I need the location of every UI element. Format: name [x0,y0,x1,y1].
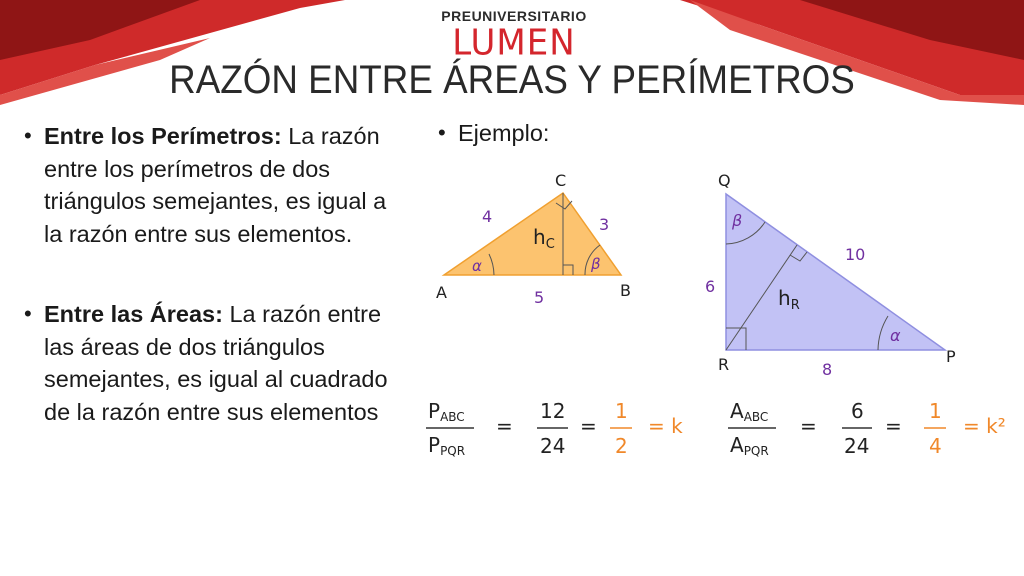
perimeter-frac-num: 12 [540,399,566,423]
height-c-letter: h [533,225,546,249]
angle-p-label: α [890,326,901,345]
area-result: = k² [963,414,1006,438]
side-ab-label: 5 [534,288,545,307]
vertex-a-label: A [436,283,447,302]
perimeter-eq1: = [496,414,513,438]
perimeter-num-subscript: ABC [440,410,465,424]
vertex-p-label: P [946,347,956,366]
perimeter-eq2: = [580,414,597,438]
area-res-den: 4 [929,434,942,458]
vertex-q-label: Q [718,171,731,190]
side-ac-label: 4 [482,207,493,226]
perimeter-res-num: 1 [615,399,628,423]
triangle-abc [436,171,631,307]
area-den-subscript: PQR [743,444,769,458]
page-title: RAZÓN ENTRE ÁREAS Y PERÍMETROS [169,58,855,102]
height-r-subscript: R [790,298,800,313]
vertex-r-label: R [718,355,730,374]
logo-main-text: LUMEN [452,22,576,64]
logo-top-text: PREUNIVERSITARIO [441,8,587,24]
height-r-letter: h [778,286,791,310]
area-num [730,399,768,424]
perimeter-res-den: 2 [615,434,628,458]
area-den-letter: A [730,433,744,457]
perimeter-num-letter: P [428,399,441,423]
area-frac-den: 24 [844,434,870,458]
formula-area [728,399,1006,458]
perimeter-den [428,433,465,458]
area-num-letter: A [730,399,744,423]
side-qr-label: 6 [705,277,716,296]
height-c-subscript: C [545,237,555,252]
area-eq1: = [800,414,817,438]
bullet-perimeters-heading: Entre los Perímetros: [44,123,282,149]
perimeter-den-subscript: PQR [440,444,466,458]
perimeter-frac-den: 24 [540,434,566,458]
triangle-pqr [705,171,956,379]
area-num-subscript: ABC [743,410,769,424]
angle-q-label: β [732,211,743,230]
bullet-areas-heading: Entre las Áreas: [44,301,223,327]
perimeter-num [428,399,465,424]
area-frac-num: 6 [851,399,864,423]
vertex-b-label: B [620,281,631,300]
example-label: • Ejemplo: [436,120,549,147]
side-qp-label: 10 [845,245,866,264]
triangle-pqr-shape [726,194,945,350]
perimeter-result: = k [648,414,683,438]
angle-a-label: α [472,257,482,275]
bullet-perimeters-text: La razón entre los perímetros de dos triángulos semejantes, es igual a la razón entre sus elementos. [44,123,387,247]
perimeter-den-letter: P [428,433,441,457]
bullet-areas-text: La razón entre las áreas de dos triángulos semejantes, es igual al cuadrado de la razón entre sus elementos [44,301,388,425]
side-bc-label: 3 [599,215,610,234]
formula-perimeter [426,399,683,458]
angle-b-label: β [591,255,601,273]
area-den [730,433,769,458]
area-res-num: 1 [929,399,942,423]
vertex-c-label: C [555,171,567,190]
area-eq2: = [885,414,902,438]
side-rp-label: 8 [822,360,833,379]
